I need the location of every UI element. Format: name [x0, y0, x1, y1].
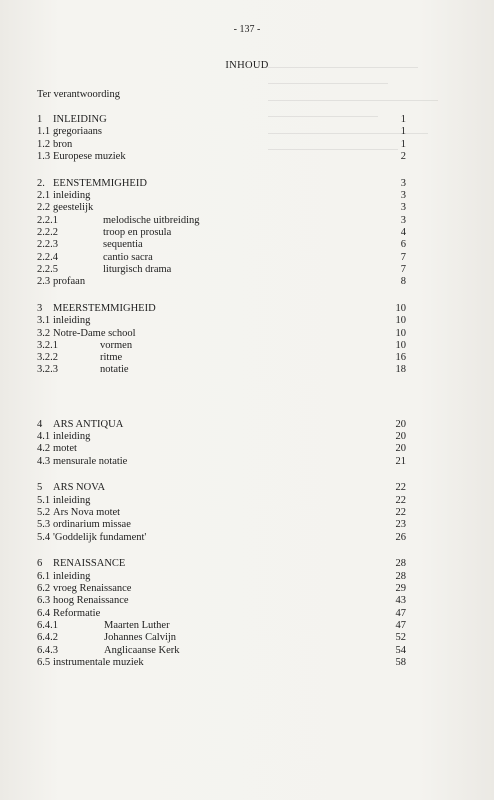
- toc-entry: [0, 519, 494, 531]
- toc-entry: [0, 532, 494, 544]
- toc-entry: [0, 495, 494, 507]
- toc-entry-title: Reformatie: [53, 607, 101, 619]
- toc-entry-number: 5.4: [37, 531, 51, 543]
- toc-entry-title: instrumentale muziek: [53, 656, 144, 668]
- toc-entry-title: mensurale notatie: [53, 455, 128, 467]
- toc-entry-title: cantio sacra: [103, 251, 153, 263]
- toc-entry-page: 47: [395, 619, 406, 631]
- toc-entry-title: Europese muziek: [53, 150, 126, 162]
- toc-entry-number: 5.1: [37, 494, 51, 506]
- page-title: INHOUD: [225, 60, 269, 71]
- toc-entry-page: 26: [395, 531, 406, 543]
- toc-entry-page: 1: [400, 114, 406, 125]
- toc-entry-title: Ars Nova motet: [53, 507, 121, 518]
- toc-entry-title: Maarten Luther: [104, 619, 170, 631]
- toc-entry-page: 10: [395, 315, 406, 327]
- toc-entry: [0, 482, 494, 494]
- toc-entry: [0, 595, 494, 607]
- toc-entry-title: inleiding: [53, 190, 91, 201]
- toc-entry-page: 3: [400, 190, 406, 201]
- toc-entry-number: 6.4.1: [37, 619, 58, 631]
- toc-entry-title: 'Goddelijk fundament': [53, 531, 147, 543]
- toc-entry-number: 6.4: [37, 607, 51, 619]
- toc-entry-number: 2.: [37, 177, 45, 189]
- toc-entry-number: 3: [37, 302, 43, 314]
- toc-entry-page: 4: [400, 226, 406, 238]
- toc-entry-title: hoog Renaissance: [53, 595, 129, 607]
- toc-entry: [0, 443, 494, 455]
- toc-entry-title: inleiding: [53, 494, 91, 506]
- toc-entry-page: 22: [395, 494, 406, 506]
- toc-entry: [0, 558, 494, 570]
- toc-entry-page: 3: [400, 177, 406, 189]
- toc-entry-number: 1.3: [37, 150, 51, 162]
- toc-entry-page: 52: [395, 632, 406, 644]
- toc-entry-title: INLEIDING: [53, 114, 107, 125]
- toc-entry: [0, 364, 494, 376]
- toc-entry-title: Johannes Calvijn: [104, 632, 177, 644]
- toc-entry-page: 10: [395, 339, 406, 351]
- toc-entry: [0, 139, 494, 151]
- toc-entry-title: troop en prosula: [103, 226, 172, 238]
- toc-entry-number: 5.3: [37, 519, 51, 531]
- toc-entry: [0, 632, 494, 644]
- toc-entry-page: 8: [400, 276, 406, 288]
- toc-entry: [0, 352, 494, 364]
- toc-entry-page: 10: [395, 327, 406, 339]
- toc-entry-page: 21: [395, 455, 406, 467]
- toc-entry-number: 2.2.3: [37, 239, 58, 251]
- toc-entry-number: 1.1: [37, 126, 51, 138]
- toc-entry-page: 1: [400, 138, 406, 150]
- toc-entry-number: 2.2: [37, 202, 51, 214]
- toc-entry-title: liturgisch drama: [103, 263, 172, 275]
- toc-entry: [0, 190, 494, 202]
- toc-entry-title: profaan: [53, 276, 86, 288]
- toc-entry-page: 29: [395, 583, 406, 594]
- toc-entry-title: ARS NOVA: [53, 482, 106, 494]
- toc-entry: [0, 114, 494, 126]
- toc-entry: [0, 657, 494, 669]
- toc-entry: [0, 608, 494, 620]
- toc-entry: [0, 583, 494, 595]
- toc-entry-number: 3.1: [37, 315, 51, 327]
- page-number: - 137 -: [233, 24, 261, 35]
- toc-entry-title: notatie: [100, 364, 129, 376]
- toc-entry: [0, 456, 494, 468]
- toc-entry-page: 47: [395, 607, 406, 619]
- toc-entry: [0, 126, 494, 138]
- toc-entry-number: 3.2.3: [37, 364, 58, 376]
- toc-entry-page: 22: [395, 507, 406, 518]
- toc-entry-title: MEERSTEMMIGHEID: [53, 302, 156, 314]
- toc-entry: [0, 227, 494, 239]
- toc-entry-number: 6.4.3: [37, 644, 58, 656]
- toc-entry-page: 54: [395, 644, 406, 656]
- toc-entry: [0, 215, 494, 227]
- toc-entry-title: ARS ANTIQUA: [53, 418, 124, 430]
- toc-entry: [0, 620, 494, 632]
- toc-entry: [0, 419, 494, 431]
- toc-entry-number: 3.2.1: [37, 339, 58, 351]
- toc-entry-number: 6.2: [37, 583, 51, 594]
- toc-entry-number: 3.2: [37, 327, 51, 339]
- toc-entry-number: 2.3: [37, 276, 51, 288]
- toc-entry-number: 2.2.1: [37, 214, 58, 226]
- toc-entry: [0, 328, 494, 340]
- toc-entry-page: 3: [400, 202, 406, 214]
- toc-entry: [0, 645, 494, 657]
- toc-entry-title: vormen: [100, 339, 133, 351]
- toc-entry-page: 20: [395, 418, 406, 430]
- intro-line: Ter verantwoording: [37, 89, 120, 100]
- toc-entry-page: 28: [395, 570, 406, 582]
- toc-entry-number: 1: [37, 114, 43, 125]
- toc-entry-number: 3.2.2: [37, 352, 58, 364]
- toc-entry-number: 2.2.5: [37, 263, 58, 275]
- toc-entry-page: 58: [395, 656, 406, 668]
- toc-entry-number: 6.5: [37, 656, 51, 668]
- toc-entry-page: 6: [400, 239, 406, 251]
- toc-entry-number: 4.1: [37, 431, 51, 442]
- toc-entry-number: 6: [37, 558, 43, 570]
- toc-entry-page: 20: [395, 431, 406, 442]
- toc-entry-page: 1: [400, 126, 406, 138]
- toc-entry: [0, 276, 494, 288]
- toc-entry: [0, 252, 494, 264]
- toc-entry: [0, 239, 494, 251]
- toc-entry-page: 10: [395, 302, 406, 314]
- toc-entry-title: inleiding: [53, 570, 91, 582]
- toc-entry-number: 6.3: [37, 595, 51, 607]
- toc-entry-number: 2.2.2: [37, 226, 58, 238]
- toc-entry-title: gregoriaans: [53, 126, 102, 138]
- toc-entry-number: 6.4.2: [37, 632, 58, 644]
- toc-entry-title: ordinarium missae: [53, 519, 131, 531]
- toc-entry-page: 22: [395, 482, 406, 494]
- toc-entry: [0, 340, 494, 352]
- toc-entry-number: 1.2: [37, 138, 51, 150]
- toc-entry-number: 6.1: [37, 570, 51, 582]
- toc-entry-title: EENSTEMMIGHEID: [53, 177, 147, 189]
- toc-entry: [0, 264, 494, 276]
- toc-entry: [0, 431, 494, 443]
- toc-entry-title: bron: [53, 138, 73, 150]
- toc-entry-page: 7: [400, 251, 406, 263]
- toc-entry-title: geestelijk: [53, 202, 94, 214]
- toc-entry-number: 4.2: [37, 443, 51, 455]
- toc-entry-title: vroeg Renaissance: [53, 583, 132, 594]
- toc-entry-page: 16: [395, 352, 406, 364]
- toc-entry: [0, 178, 494, 190]
- toc-entry: [0, 303, 494, 315]
- toc-entry: [0, 571, 494, 583]
- toc-entry-number: 2.2.4: [37, 251, 58, 263]
- toc-entry-page: 7: [400, 263, 406, 275]
- toc-entry-number: 5.2: [37, 507, 51, 518]
- toc-entry-title: inleiding: [53, 315, 91, 327]
- toc-entry: [0, 507, 494, 519]
- toc-entry-title: Anglicaanse Kerk: [104, 644, 180, 656]
- toc-entry: [0, 202, 494, 214]
- toc-entry-page: 43: [395, 595, 406, 607]
- toc-entry-page: 2: [400, 150, 406, 162]
- toc-entry-number: 4.3: [37, 455, 51, 467]
- toc-entry-title: melodische uitbreiding: [103, 214, 200, 226]
- toc-entry-title: RENAISSANCE: [53, 558, 126, 570]
- toc-entry-page: 20: [395, 443, 406, 455]
- toc-entry-page: 23: [395, 519, 406, 531]
- toc-entry-title: Notre-Dame school: [53, 327, 136, 339]
- toc-entry-title: motet: [53, 443, 77, 455]
- toc-entry-page: 3: [400, 214, 406, 226]
- toc-entry-number: 2.1: [37, 190, 51, 201]
- toc-entry-title: sequentia: [103, 239, 143, 251]
- toc-entry: [0, 315, 494, 327]
- toc-entry-title: ritme: [100, 352, 123, 364]
- toc-entry-page: 18: [395, 364, 406, 376]
- toc-entry-number: 4: [37, 418, 43, 430]
- toc-entry: [0, 151, 494, 163]
- toc-entry-page: 28: [395, 558, 406, 570]
- toc-entry-title: inleiding: [53, 431, 91, 442]
- toc-entry-number: 5: [37, 482, 43, 494]
